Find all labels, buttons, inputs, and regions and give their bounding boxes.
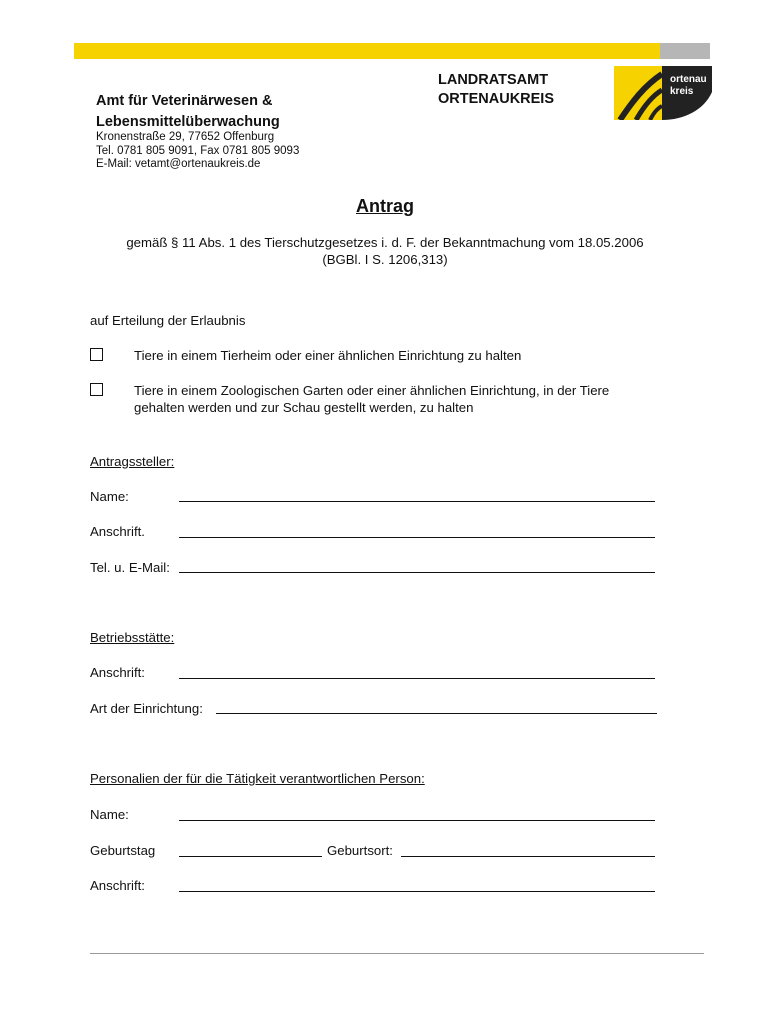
phone-fax: Tel. 0781 805 9091, Fax 0781 805 9093 (96, 144, 300, 157)
facility-address-field[interactable] (179, 678, 655, 679)
birthday-label: Geburtstag (90, 843, 156, 858)
street-address: Kronenstraße 29, 77652 Offenburg (96, 131, 275, 143)
department-line-1: Amt für Veterinärwesen & (96, 93, 273, 109)
logo-text-line-2: kreis (670, 86, 694, 97)
legal-line-1: gemäß § 11 Abs. 1 des Tierschutzgesetzes i. d. F. der Bekanntmachung vom 18.05.2006 (126, 235, 644, 250)
option-zoo-checkbox[interactable] (90, 383, 103, 396)
applicant-contact-label: Tel. u. E-Mail: (90, 560, 170, 575)
contact-block (96, 131, 299, 172)
option-animal-shelter-checkbox[interactable] (90, 348, 103, 361)
form-title: Antrag (356, 196, 414, 216)
responsible-name-field[interactable] (179, 820, 655, 821)
responsible-person-heading: Personalien der für die Tätigkeit verantwortlichen Person: (90, 771, 425, 786)
header-grey-bar (660, 43, 710, 59)
legal-line-2: (BGBl. I S. 1206,313) (322, 252, 448, 267)
responsible-address-field[interactable] (179, 891, 655, 892)
header-yellow-bar (74, 43, 660, 59)
applicant-heading: Antragssteller: (90, 454, 175, 469)
applicant-contact-field[interactable] (179, 572, 655, 573)
authority-line-1: LANDRATSAMT (438, 72, 549, 88)
legal-basis (0, 234, 770, 268)
applicant-name-label: Name: (90, 489, 129, 504)
birthday-field[interactable] (179, 856, 322, 857)
option-zoo-label (134, 382, 609, 416)
applicant-address-label: Anschrift. (90, 524, 145, 539)
facility-type-field[interactable] (216, 713, 657, 714)
applicant-name-field[interactable] (179, 501, 655, 502)
permit-intro: auf Erteilung der Erlaubnis (90, 313, 246, 328)
birthplace-field[interactable] (401, 856, 655, 857)
logo-graphic-icon (614, 66, 712, 120)
ortenaukreis-logo (614, 66, 712, 120)
footer-divider (90, 953, 704, 954)
authority-line-2: ORTENAUKREIS (438, 91, 555, 107)
authority-name (438, 71, 554, 109)
facility-address-label: Anschrift: (90, 665, 145, 680)
option-animal-shelter-label: Tiere in einem Tierheim oder einer ähnlichen Einrichtung zu halten (134, 348, 522, 363)
option-zoo-line-1: Tiere in einem Zoologischen Garten oder einer ähnlichen Einrichtung, in der Tiere (134, 383, 610, 398)
logo-text-line-1: ortenau (670, 74, 707, 85)
responsible-address-label: Anschrift: (90, 878, 145, 893)
option-zoo-line-2: gehalten werden und zur Schau gestellt werden, zu halten (134, 400, 474, 415)
department-name (96, 91, 280, 133)
email-address: E-Mail: vetamt@ortenaukreis.de (96, 158, 261, 170)
applicant-address-field[interactable] (179, 537, 655, 538)
birthplace-label: Geburtsort: (327, 843, 393, 858)
facility-type-label: Art der Einrichtung: (90, 701, 203, 716)
responsible-name-label: Name: (90, 807, 129, 822)
facility-heading: Betriebsstätte: (90, 630, 175, 645)
department-line-2: Lebensmittelüberwachung (96, 114, 280, 130)
